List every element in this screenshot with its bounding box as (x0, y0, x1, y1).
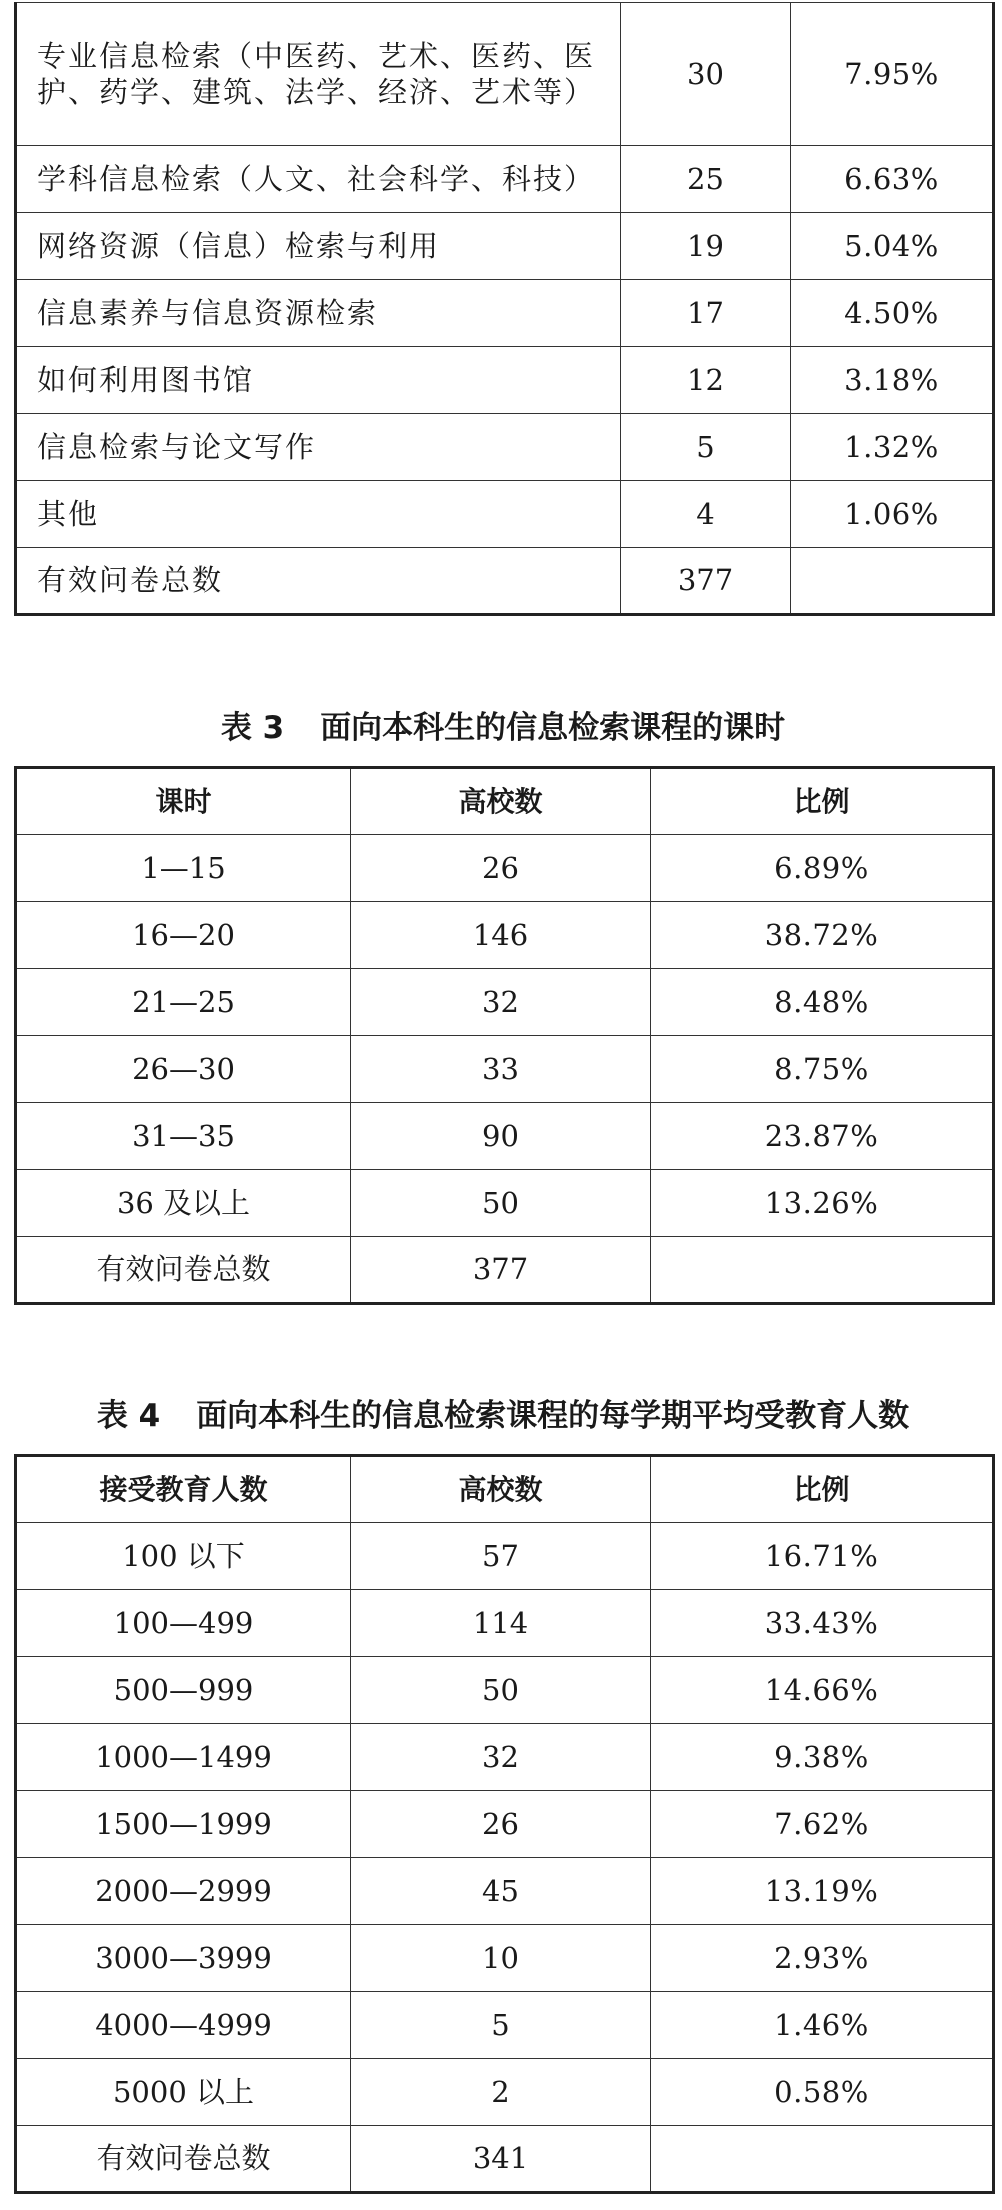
percentage: 8.75% (651, 1036, 994, 1103)
table-title: 面向本科生的信息检索课程的每学期平均受教育人数 (196, 1398, 910, 1434)
row-label: 21—25 (16, 969, 351, 1036)
percentage: 6.89% (651, 835, 994, 902)
total-row (16, 2126, 994, 2193)
row-label: 其他 (16, 481, 621, 548)
column-header: 接受教育人数 (16, 1456, 351, 1523)
row-label: 500—999 (16, 1657, 351, 1724)
percentage: 8.48% (651, 969, 994, 1036)
school-count: 377 (621, 548, 791, 615)
percentage: 16.71% (651, 1523, 994, 1590)
column-header: 比例 (651, 768, 994, 835)
school-count: 5 (351, 1992, 651, 2059)
table-row (16, 213, 994, 280)
percentage: 14.66% (651, 1657, 994, 1724)
school-count: 4 (621, 481, 791, 548)
school-count: 50 (351, 1657, 651, 1724)
row-label: 2000—2999 (16, 1858, 351, 1925)
table-row (16, 3, 994, 146)
column-header: 高校数 (351, 768, 651, 835)
percentage: 3.18% (791, 347, 994, 414)
percentage: 0.58% (651, 2059, 994, 2126)
table-row (16, 1523, 994, 1590)
school-count: 114 (351, 1590, 651, 1657)
percentage: 13.19% (651, 1858, 994, 1925)
table-row (16, 1724, 994, 1791)
table-row (16, 969, 994, 1036)
students-per-semester-table (14, 1454, 995, 2194)
school-count: 17 (621, 280, 791, 347)
row-label: 专业信息检索（中医药、艺术、医药、医护、药学、建筑、法学、经济、艺术等） (16, 3, 621, 146)
row-label: 如何利用图书馆 (16, 347, 621, 414)
row-label: 有效问卷总数 (16, 548, 621, 615)
row-label: 信息检索与论文写作 (16, 414, 621, 481)
percentage: 1.32% (791, 414, 994, 481)
table-number: 表 3 (220, 710, 285, 746)
school-count: 90 (351, 1103, 651, 1170)
school-count: 32 (351, 1724, 651, 1791)
table-row (16, 1103, 994, 1170)
school-count: 26 (351, 835, 651, 902)
table-row (16, 1590, 994, 1657)
percentage: 23.87% (651, 1103, 994, 1170)
row-label: 31—35 (16, 1103, 351, 1170)
table-row (16, 1657, 994, 1724)
school-count: 33 (351, 1036, 651, 1103)
school-count: 10 (351, 1925, 651, 1992)
percentage: 5.04% (791, 213, 994, 280)
header-row (16, 1456, 994, 1523)
percentage: 2.93% (651, 1925, 994, 1992)
school-count: 25 (621, 146, 791, 213)
row-label: 3000—3999 (16, 1925, 351, 1992)
school-count: 32 (351, 969, 651, 1036)
school-count: 341 (351, 2126, 651, 2193)
school-count: 377 (351, 1237, 651, 1304)
table-row (16, 902, 994, 969)
percentage: 7.95% (791, 3, 994, 146)
table-3-caption (14, 702, 992, 747)
school-count: 26 (351, 1791, 651, 1858)
header-row (16, 768, 994, 835)
percentage: 4.50% (791, 280, 994, 347)
table-row (16, 414, 994, 481)
column-header: 高校数 (351, 1456, 651, 1523)
school-count: 50 (351, 1170, 651, 1237)
course-topics-table (14, 2, 995, 616)
school-count: 57 (351, 1523, 651, 1590)
table-row (16, 1791, 994, 1858)
column-header: 课时 (16, 768, 351, 835)
row-label: 36 及以上 (16, 1170, 351, 1237)
table-row (16, 1925, 994, 1992)
row-label: 1000—1499 (16, 1724, 351, 1791)
table-row (16, 347, 994, 414)
school-count: 2 (351, 2059, 651, 2126)
table-row (16, 481, 994, 548)
percentage: 6.63% (791, 146, 994, 213)
row-label: 1500—1999 (16, 1791, 351, 1858)
percentage: 1.46% (651, 1992, 994, 2059)
percentage: 9.38% (651, 1724, 994, 1791)
table-row (16, 1992, 994, 2059)
school-count: 146 (351, 902, 651, 969)
table-number: 表 4 (96, 1398, 161, 1434)
table-row (16, 1170, 994, 1237)
percentage: 13.26% (651, 1170, 994, 1237)
table-row (16, 280, 994, 347)
percentage (791, 548, 994, 615)
total-row (16, 548, 994, 615)
row-label: 信息素养与信息资源检索 (16, 280, 621, 347)
table-row (16, 1858, 994, 1925)
row-label: 16—20 (16, 902, 351, 969)
school-count: 5 (621, 414, 791, 481)
percentage: 33.43% (651, 1590, 994, 1657)
table-title: 面向本科生的信息检索课程的课时 (320, 710, 786, 746)
school-count: 12 (621, 347, 791, 414)
table-row (16, 1036, 994, 1103)
percentage (651, 2126, 994, 2193)
school-count: 19 (621, 213, 791, 280)
table-row (16, 2059, 994, 2126)
row-label: 有效问卷总数 (16, 2126, 351, 2193)
row-label: 26—30 (16, 1036, 351, 1103)
school-count: 30 (621, 3, 791, 146)
column-header: 比例 (651, 1456, 994, 1523)
row-label: 有效问卷总数 (16, 1237, 351, 1304)
row-label: 学科信息检索（人文、社会科学、科技） (16, 146, 621, 213)
percentage: 7.62% (651, 1791, 994, 1858)
percentage: 38.72% (651, 902, 994, 969)
total-row (16, 1237, 994, 1304)
course-hours-table (14, 766, 995, 1305)
row-label: 5000 以上 (16, 2059, 351, 2126)
row-label: 1—15 (16, 835, 351, 902)
row-label: 100 以下 (16, 1523, 351, 1590)
table-4-caption (14, 1390, 992, 1435)
row-label: 4000—4999 (16, 1992, 351, 2059)
percentage (651, 1237, 994, 1304)
school-count: 45 (351, 1858, 651, 1925)
row-label: 100—499 (16, 1590, 351, 1657)
table-row (16, 835, 994, 902)
percentage: 1.06% (791, 481, 994, 548)
table-row (16, 146, 994, 213)
row-label: 网络资源（信息）检索与利用 (16, 213, 621, 280)
